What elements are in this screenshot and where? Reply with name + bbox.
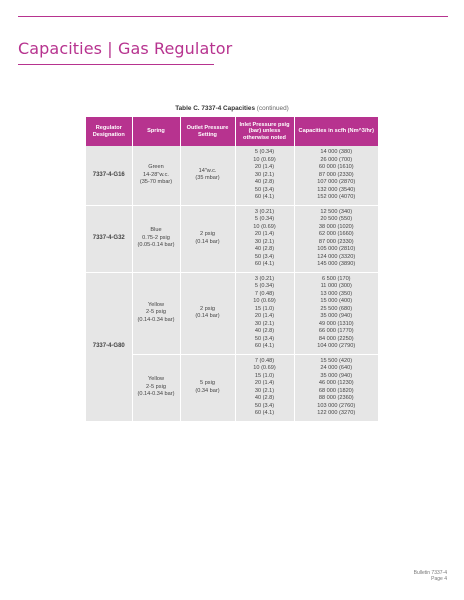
table-caption-title: Table C. 7337-4 Capacities: [175, 105, 256, 112]
inlet-pressure-value: 50 (3.4): [254, 186, 275, 193]
capacity-value: 24 000 (640): [320, 365, 353, 371]
inlet-pressure-value: 20 (1.4): [254, 231, 275, 237]
inlet-pressure-cell: [235, 272, 294, 354]
outlet-line: (0.14 bar): [195, 238, 220, 245]
page-title: Capacities | Gas Regulator: [18, 38, 233, 58]
inlet-pressure-value: 7 (0.48): [254, 357, 275, 364]
spring-line: 2-5 psig: [146, 383, 166, 390]
inlet-pressure-value: 20 (1.4): [254, 313, 275, 319]
outlet-cell: [180, 146, 235, 205]
capacity-value: 38 000 (1020): [318, 223, 354, 230]
capacity-value: 15 000 (400): [320, 298, 353, 304]
inlet-pressure-value: 10 (0.69): [253, 365, 276, 371]
capacity-value: 145 000 (3890): [317, 261, 356, 267]
inlet-pressure-value: 7 (0.48): [254, 290, 275, 297]
inlet-pressure-value: 40 (2.8): [254, 328, 275, 334]
capacity-value: 87 000 (2330): [318, 238, 354, 245]
capacity-value: 152 000 (4070): [317, 194, 356, 200]
spring-cell: [132, 272, 180, 354]
header-outlet: Outlet Pressure Setting: [180, 117, 235, 146]
spring-line: (0.14-0.34 bar): [137, 391, 175, 398]
table-row: [86, 205, 378, 272]
inlet-pressure-value: 5 (0.34): [254, 216, 275, 222]
title-rule: [18, 64, 214, 65]
inlet-pressure-value: 10 (0.69): [253, 156, 276, 163]
capacity-value: 12 500 (340): [320, 208, 353, 215]
inlet-pressure-value: 50 (3.4): [254, 253, 275, 260]
inlet-pressure-value: 15 (1.0): [254, 372, 275, 379]
spring-cell: [132, 146, 180, 205]
capacity-value: 87 000 (2330): [318, 171, 354, 178]
outlet-line: 2 psig: [200, 231, 215, 237]
capacity-value: 124 000 (3320): [317, 253, 356, 260]
capacity-value: 20 500 (550): [320, 216, 353, 222]
capacity-value: 60 000 (1610): [318, 164, 354, 170]
spring-line: 14-28"w.c.: [143, 171, 169, 178]
capacity-value: 25 500 (680): [320, 305, 353, 312]
regulator-designation: 7337-4-G80: [86, 272, 132, 421]
capacity-value: 84 000 (2250): [318, 335, 354, 342]
inlet-pressure-value: 60 (4.1): [254, 343, 275, 349]
header-inlet: Inlet Pressure psig (bar) unless otherwise noted: [235, 117, 294, 146]
capacity-value: 15 500 (420): [320, 357, 353, 364]
inlet-pressure-value: 10 (0.69): [253, 223, 276, 230]
inlet-pressure-value: 50 (3.4): [254, 335, 275, 342]
inlet-pressure-value: 5 (0.34): [254, 283, 275, 289]
footer-bulletin: Bulletin 7337-4: [413, 570, 447, 576]
regulator-designation: 7337-4-G32: [86, 205, 132, 272]
capacity-value: 13 000 (350): [320, 290, 353, 297]
inlet-pressure-cell: [235, 146, 294, 205]
capacity-value: 6 500 (170): [321, 275, 351, 282]
inlet-pressure-value: 60 (4.1): [254, 261, 275, 267]
spring-line: (0.05-0.14 bar): [137, 242, 175, 249]
spring-line: 2-5 psig: [146, 309, 166, 316]
header-capacities: Capacities in scfh (Nm^3/hr): [294, 117, 378, 146]
capacity-cell: [294, 354, 378, 421]
capacity-value: 107 000 (2870): [317, 179, 356, 185]
capacity-cell: [294, 272, 378, 354]
spring-line: Yellow: [148, 301, 164, 308]
table-caption: [0, 105, 464, 112]
inlet-pressure-cell: [235, 354, 294, 421]
capacity-value: 35 000 (940): [320, 313, 353, 319]
spring-line: Yellow: [148, 376, 164, 383]
inlet-pressure-value: 60 (4.1): [254, 410, 275, 416]
inlet-pressure-value: 30 (2.1): [254, 387, 275, 394]
capacity-value: 88 000 (2360): [318, 395, 354, 401]
outlet-cell: [180, 354, 235, 421]
inlet-pressure-value: 30 (2.1): [254, 238, 275, 245]
inlet-pressure-value: 50 (3.4): [254, 402, 275, 409]
capacity-value: 35 000 (940): [320, 372, 353, 379]
capacity-value: 62 000 (1660): [318, 231, 354, 237]
capacity-value: 11 000 (300): [320, 283, 352, 289]
capacities-table: [86, 117, 378, 422]
inlet-pressure-value: 20 (1.4): [254, 380, 275, 386]
table-caption-suffix: (continued): [256, 105, 289, 112]
regulator-designation: 7337-4-G16: [86, 146, 132, 205]
table-header-row: [86, 117, 378, 146]
inlet-pressure-value: 15 (1.0): [254, 305, 275, 312]
inlet-pressure-value: 40 (2.8): [254, 246, 275, 252]
inlet-pressure-value: 30 (2.1): [254, 171, 275, 178]
outlet-line: (0.34 bar): [195, 387, 220, 394]
capacity-value: 122 000 (3270): [317, 410, 356, 416]
capacity-cell: [294, 205, 378, 272]
capacity-value: 66 000 (1770): [318, 328, 354, 334]
capacity-value: 49 000 (1310): [318, 320, 354, 327]
inlet-pressure-value: 40 (2.8): [254, 179, 275, 185]
spring-cell: [132, 354, 180, 421]
table-row: [86, 146, 378, 205]
spring-line: (0.14-0.34 bar): [137, 316, 175, 323]
header-designation: Regulator Designation: [86, 117, 132, 146]
capacity-value: 46 000 (1230): [318, 380, 354, 386]
inlet-pressure-value: 10 (0.69): [253, 298, 276, 304]
spring-line: Blue: [150, 227, 162, 234]
inlet-pressure-value: 3 (0.21): [254, 208, 275, 215]
page-footer: [414, 570, 447, 582]
outlet-cell: [180, 205, 235, 272]
capacity-value: 132 000 (3540): [317, 186, 356, 193]
capacity-value: 14 000 (380): [320, 149, 353, 155]
outlet-cell: [180, 272, 235, 354]
top-rule: [18, 16, 448, 17]
table-body: [86, 146, 378, 421]
inlet-pressure-cell: [235, 205, 294, 272]
footer-page-number: Page 4: [431, 576, 447, 582]
capacity-value: 26 000 (700): [320, 156, 353, 163]
inlet-pressure-value: 40 (2.8): [254, 395, 275, 401]
inlet-pressure-value: 3 (0.21): [254, 275, 275, 282]
inlet-pressure-value: 30 (2.1): [254, 320, 275, 327]
spring-line: Green: [148, 164, 164, 170]
inlet-pressure-value: 20 (1.4): [254, 164, 275, 170]
outlet-line: 14"w.c.: [198, 167, 217, 174]
table-row: [86, 272, 378, 354]
capacity-value: 103 000 (2760): [317, 402, 356, 409]
inlet-pressure-value: 5 (0.34): [254, 149, 275, 155]
capacity-value: 105 000 (2810): [317, 246, 356, 252]
outlet-line: (0.14 bar): [195, 313, 220, 319]
outlet-line: 5 psig: [200, 380, 215, 386]
capacity-value: 104 000 (2790): [317, 343, 356, 349]
spring-cell: [132, 205, 180, 272]
inlet-pressure-value: 60 (4.1): [254, 194, 275, 200]
header-spring: Spring: [132, 117, 180, 146]
capacity-cell: [294, 146, 378, 205]
capacity-value: 68 000 (1820): [318, 387, 354, 394]
outlet-line: (35 mbar): [195, 175, 220, 182]
spring-line: 0.75-2 psig: [142, 234, 170, 241]
outlet-line: 2 psig: [200, 305, 215, 312]
spring-line: (35-70 mbar): [139, 179, 173, 185]
